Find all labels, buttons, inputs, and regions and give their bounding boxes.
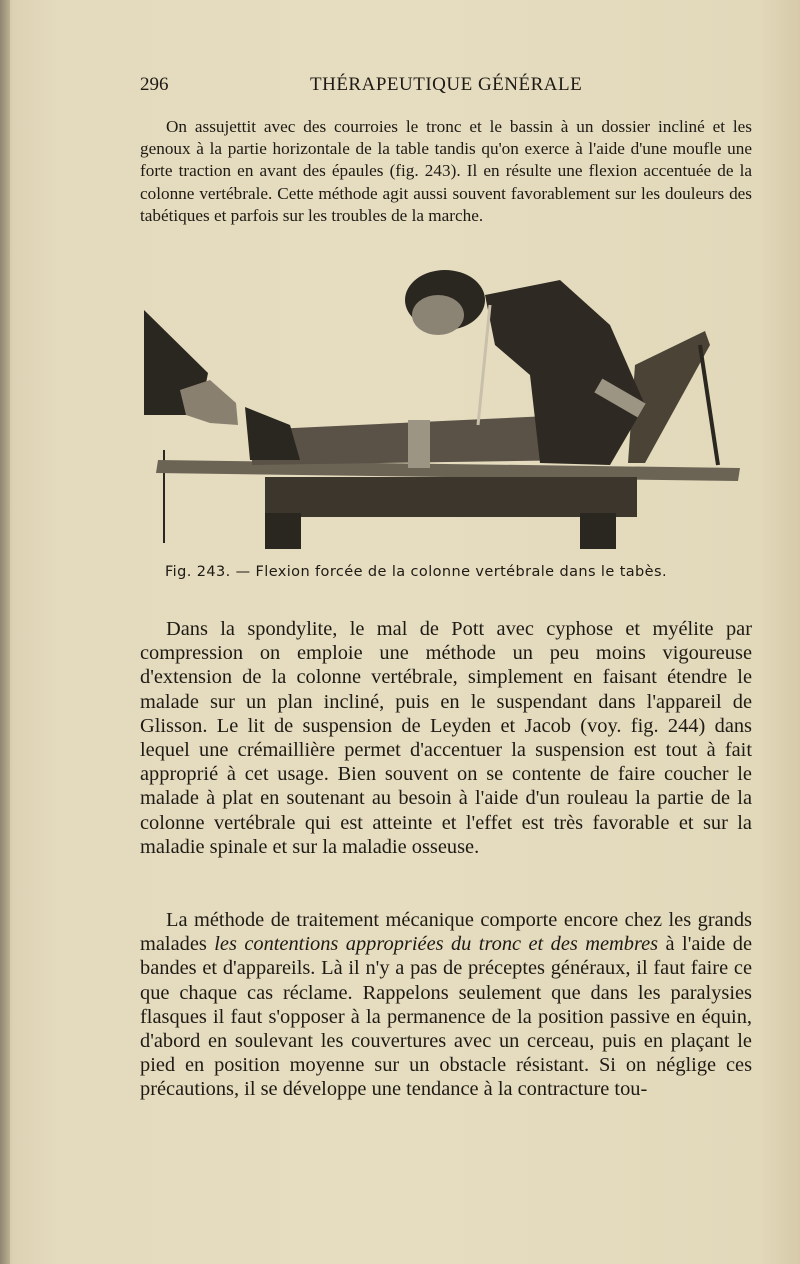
- table-leg-right: [580, 513, 616, 549]
- page-number: 296: [140, 74, 169, 95]
- table-body: [265, 477, 637, 517]
- paragraph-spondylite: Dans la spondylite, le mal de Pott avec cyphose et myélite par compression on emploie une méthode un peu moins vigoureuse d'extension de la colonne vertébrale, simplement en faisant étendre le malade sur un plan incliné, puis en le suspendant dans l'appareil de Glisson. Le lit de suspension de Leyden et Jacob (voy. fig. 244) dans lequel une crémaillière permet d'accentuer la suspension est tout à fait approprié à cet usage. Bien souvent on se contente de faire coucher le malade à plat en soutenant au besoin à l'aide d'un rouleau la partie de la colonne vertébrale qui est atteinte et l'effet est très favorable et sur la maladie spinale et sur la maladie osseuse.: [140, 618, 752, 858]
- figure-caption: Fig. 243. — Flexion forcée de la colonne vertébrale dans le tabès.: [165, 564, 667, 580]
- page-binding-edge: [0, 0, 10, 1264]
- paragraph-methode-end: à l'aide de bandes et d'appareils. Là il n'y a pas de préceptes généraux, il faut faire ce que chaque cas réclame. Rappelons seulement que dans les paralysies flasques il faut s'opposer à la permanence de la position passive en équin, d'abord en soulevant les couvertures avec un cerceau, puis en plaçant le pied en position moyenne sur un obstacle résistant. Si on néglige ces précautions, il se développe une tendance à la contracture tou-: [140, 933, 753, 1101]
- figure-illustration: [140, 255, 752, 555]
- figure-243: [140, 255, 752, 555]
- paragraph-methode-italic: les contentions appropriées du tronc et des membres: [214, 933, 659, 956]
- running-title: THÉRAPEUTIQUE GÉNÉRALE: [310, 74, 583, 95]
- paragraph-methode-start: La méthode de traitement mécanique comporte encore chez les grands malades: [140, 909, 752, 956]
- patient-face: [412, 295, 464, 335]
- knee-strap: [408, 420, 430, 468]
- patient-boots: [245, 407, 300, 460]
- traction-strap: [478, 305, 490, 425]
- paragraph-intro: On assujettit avec des courroies le tronc et le bassin à un dossier incliné et les genoux à la partie horizontale de la table tandis qu'on exerce à l'aide d'une moufle une forte traction en avant des épaules (fig. 243). Il en résulte une flexion accentuée de la colonne vertébrale. Cette méthode agit aussi souvent favorablement sur les douleurs des tabétiques et parfois sur les troubles de la marche.: [140, 117, 752, 225]
- page-header: [140, 74, 752, 98]
- paragraph-methode: [140, 908, 752, 1102]
- table-leg-left: [265, 513, 301, 549]
- backrest-support: [700, 345, 718, 465]
